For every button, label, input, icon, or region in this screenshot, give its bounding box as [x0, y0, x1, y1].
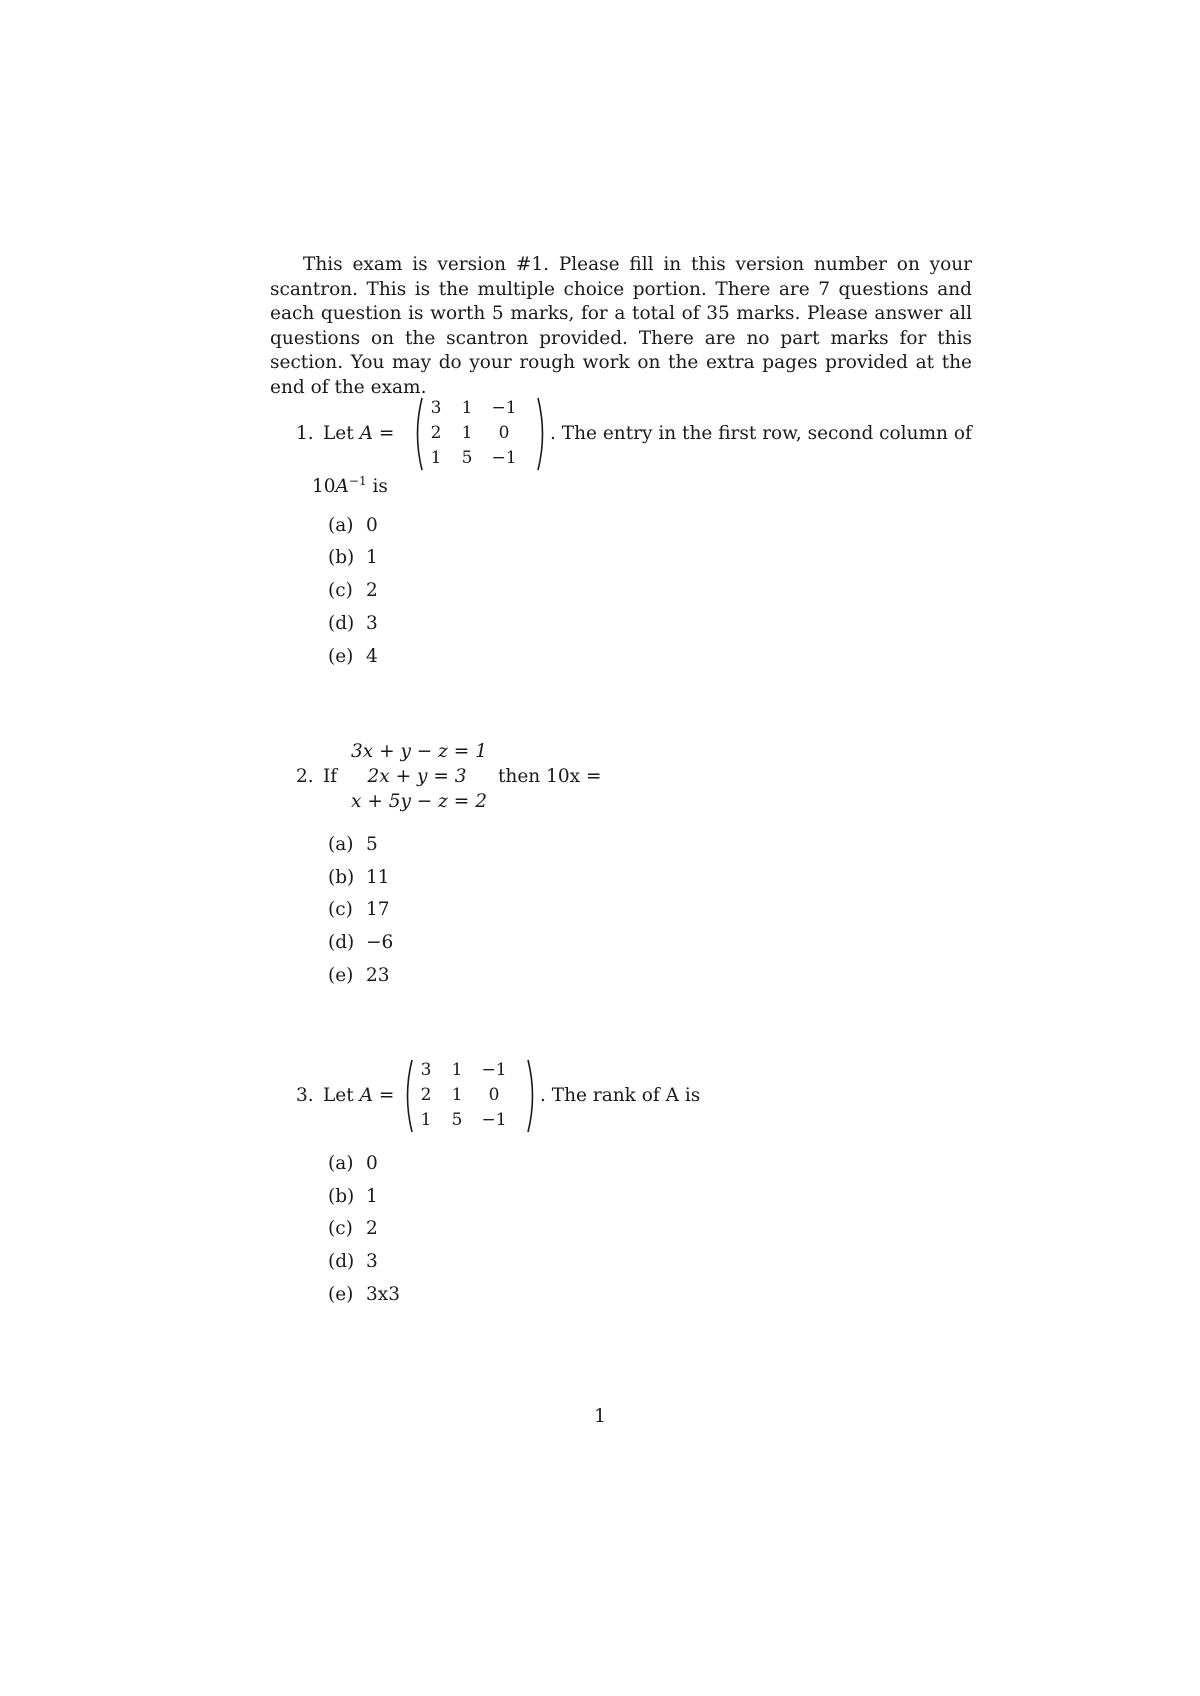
matrix-cell: 3 [420, 1060, 432, 1080]
matrix-cell: −1 [491, 398, 517, 418]
question-2-lead: If [323, 766, 338, 787]
question-3-lead-word: Let [323, 1085, 354, 1106]
q1-option-c [328, 580, 378, 601]
instructions-paragraph: This exam is version #1. Please fill in this version number on your scantron. This is the multiple choice portion. There are 7 questions and each question is worth 5 marks, for a total of 35 marks. Please answer all questions on the scantron provided. There are no part marks for this section. You may do your rough work on the extra pages provided at the end of the exam. [270, 254, 972, 398]
matrix-cell: −1 [491, 448, 517, 468]
option-value: 11 [366, 867, 390, 888]
question-1-equals: = [378, 423, 395, 444]
equation-1: 3x + y − z = 1 [351, 741, 487, 762]
matrix-cell: 0 [498, 423, 510, 443]
option-label: (c) [328, 1218, 353, 1239]
q3-option-a [328, 1153, 378, 1174]
option-label: (b) [328, 867, 355, 888]
question-1-line2-pre: 10 [312, 476, 336, 498]
right-paren-icon [526, 1058, 538, 1134]
matrix-cell: 1 [420, 1110, 432, 1130]
q1-option-d [328, 613, 378, 634]
question-1-text-line2 [312, 474, 388, 497]
right-paren-icon [536, 396, 548, 472]
option-value: 2 [366, 1218, 378, 1239]
question-1-line2-post: is [366, 476, 388, 498]
question-3-lead [323, 1085, 394, 1106]
matrix-cell: 5 [461, 448, 473, 468]
question-1-matrix [412, 396, 548, 472]
option-label: (a) [328, 834, 354, 855]
matrix-cell: 1 [451, 1060, 463, 1080]
option-label: (c) [328, 580, 353, 601]
q2-option-c [328, 899, 390, 920]
q2-option-e [328, 965, 390, 986]
option-label: (e) [328, 1284, 354, 1305]
equation-3: x + 5y − z = 2 [351, 791, 487, 812]
option-value: 23 [366, 965, 390, 986]
option-label: (b) [328, 547, 355, 568]
question-1-lead-word: Let [323, 423, 354, 444]
question-1-var: A [359, 423, 373, 444]
option-value: 17 [366, 899, 390, 920]
option-label: (a) [328, 515, 354, 536]
matrix-cell: −1 [481, 1110, 507, 1130]
question-3-number: 3. [296, 1085, 314, 1106]
option-label: (c) [328, 899, 353, 920]
option-value: 2 [366, 580, 378, 601]
matrix-cell: 5 [451, 1110, 463, 1130]
option-value: 3 [366, 1251, 378, 1272]
option-value: 0 [366, 515, 378, 536]
question-3-text: . The rank of A is [540, 1085, 701, 1106]
question-3-matrix [402, 1058, 538, 1134]
option-label: (d) [328, 1251, 355, 1272]
matrix-cell: 2 [430, 423, 442, 443]
matrix-cell: 1 [451, 1085, 463, 1105]
page-number: 1 [594, 1406, 606, 1427]
option-value: 3 [366, 613, 378, 634]
matrix-cell: 1 [461, 398, 473, 418]
question-3-equals: = [378, 1085, 395, 1106]
option-value: 4 [366, 646, 378, 667]
matrix-cell: 1 [461, 423, 473, 443]
q3-option-c [328, 1218, 378, 1239]
option-label: (e) [328, 965, 354, 986]
question-2-text: then 10x = [498, 766, 602, 787]
q3-option-b [328, 1186, 378, 1207]
option-label: (d) [328, 932, 355, 953]
option-value: −6 [366, 932, 394, 953]
q1-option-b [328, 547, 378, 568]
question-1-line2-var: A [335, 476, 349, 498]
option-value: 3x3 [366, 1284, 400, 1305]
matrix-cell: 0 [488, 1085, 500, 1105]
q1-option-e [328, 646, 378, 667]
matrix-cell: −1 [481, 1060, 507, 1080]
option-value: 1 [366, 547, 378, 568]
option-value: 1 [366, 1186, 378, 1207]
option-label: (e) [328, 646, 354, 667]
question-2-number: 2. [296, 766, 314, 787]
q2-option-b [328, 867, 390, 888]
option-label: (d) [328, 613, 355, 634]
q2-option-d [328, 932, 393, 953]
q3-option-e [328, 1284, 400, 1305]
matrix-cell: 1 [430, 448, 442, 468]
option-label: (b) [328, 1186, 355, 1207]
matrix-cell: 3 [430, 398, 442, 418]
question-1-text: . The entry in the first row, second column of [550, 423, 972, 444]
option-label: (a) [328, 1153, 354, 1174]
question-3-var: A [359, 1085, 373, 1106]
q2-option-a [328, 834, 378, 855]
q3-option-d [328, 1251, 378, 1272]
q1-option-a [328, 515, 378, 536]
equation-2: 2x + y = 3 [367, 766, 467, 787]
question-1-line2-sup: −1 [348, 474, 367, 488]
question-1-lead [323, 423, 394, 444]
option-value: 0 [366, 1153, 378, 1174]
option-value: 5 [366, 834, 378, 855]
matrix-cell: 2 [420, 1085, 432, 1105]
question-1-number: 1. [296, 423, 314, 444]
